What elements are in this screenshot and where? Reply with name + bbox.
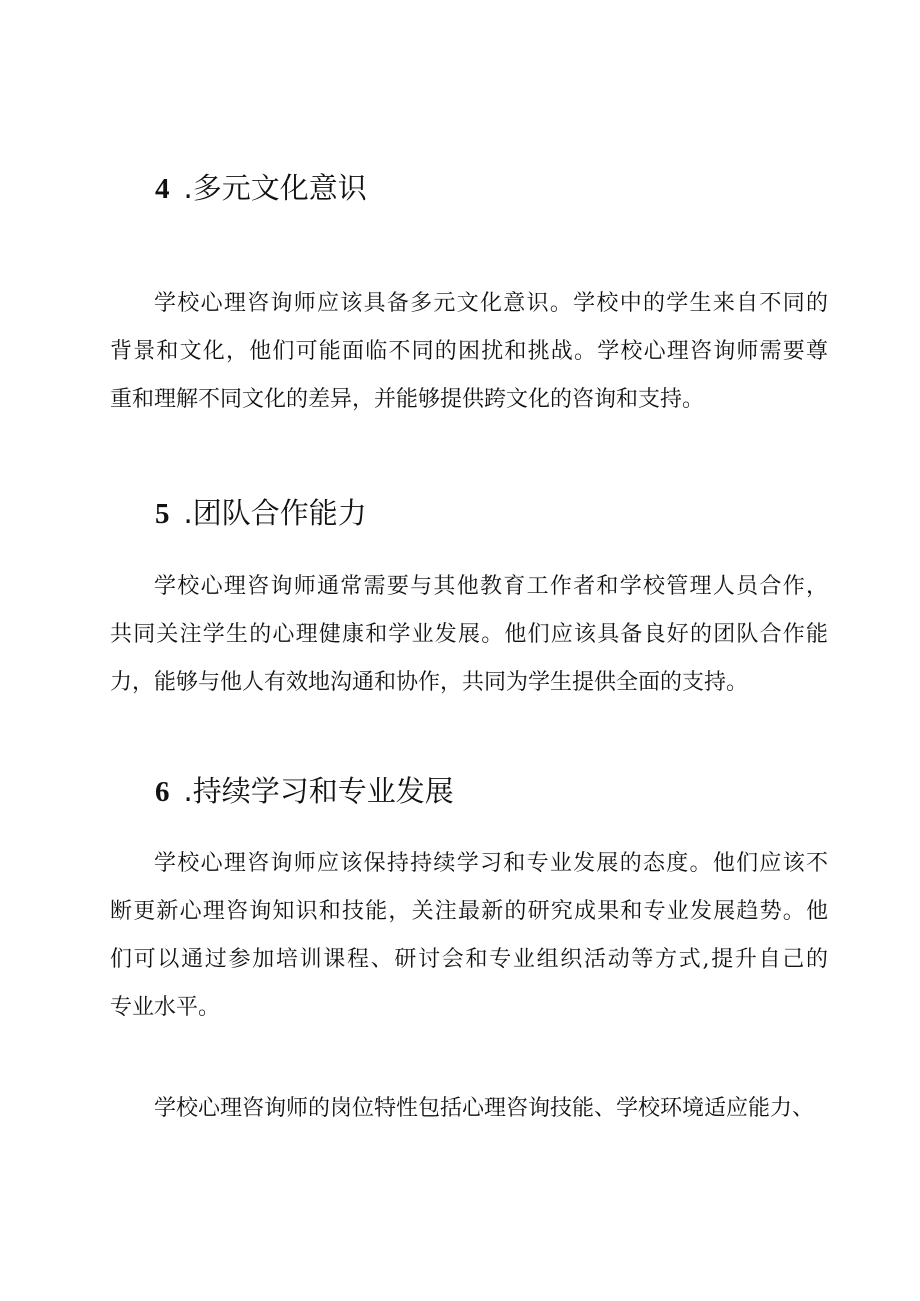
section-heading-5: [155, 495, 367, 532]
section-title: .多元文化意识: [183, 171, 367, 205]
paragraph-line: 背景和文化，他们可能面临不同的困扰和挑战。学校心理咨询师需要尊: [110, 339, 828, 364]
section-paragraph-4: [110, 280, 828, 424]
paragraph-line: 共同关注学生的心理健康和学业发展。他们应该具备良好的团队合作能: [110, 622, 828, 647]
section-paragraph-6: [110, 840, 828, 1032]
section-title: .团队合作能力: [183, 496, 367, 530]
paragraph-line: 学校心理咨询师的岗位特性包括心理咨询技能、学校环境适应能力、: [154, 1096, 815, 1121]
paragraph-line: 学校心理咨询师应该保持持续学习和专业发展的态度。他们应该不: [154, 851, 828, 876]
paragraph-line: 们可以通过参加培训课程、研讨会和专业组织活动等方式,提升自己的: [110, 947, 828, 972]
section-number: 5: [155, 498, 170, 530]
paragraph-line: 专业水平。: [110, 995, 221, 1020]
section-title: .持续学习和专业发展: [183, 774, 454, 808]
closing-paragraph: [110, 1085, 828, 1133]
section-paragraph-5: [110, 563, 828, 707]
section-number: 6: [155, 776, 170, 808]
paragraph-line: 学校心理咨询师通常需要与其他教育工作者和学校管理人员合作，: [154, 574, 828, 599]
section-heading-6: [155, 773, 454, 810]
paragraph-line: 力，能够与他人有效地沟通和协作，共同为学生提供全面的支持。: [110, 670, 749, 695]
section-number: 4: [155, 173, 170, 205]
paragraph-line: 学校心理咨询师应该具备多元文化意识。学校中的学生来自不同的: [154, 291, 828, 316]
paragraph-line: 重和理解不同文化的差异，并能够提供跨文化的咨询和支持。: [110, 387, 705, 412]
paragraph-line: 断更新心理咨询知识和技能，关注最新的研究成果和专业发展趋势。他: [110, 899, 828, 924]
section-heading-4: [155, 170, 367, 207]
